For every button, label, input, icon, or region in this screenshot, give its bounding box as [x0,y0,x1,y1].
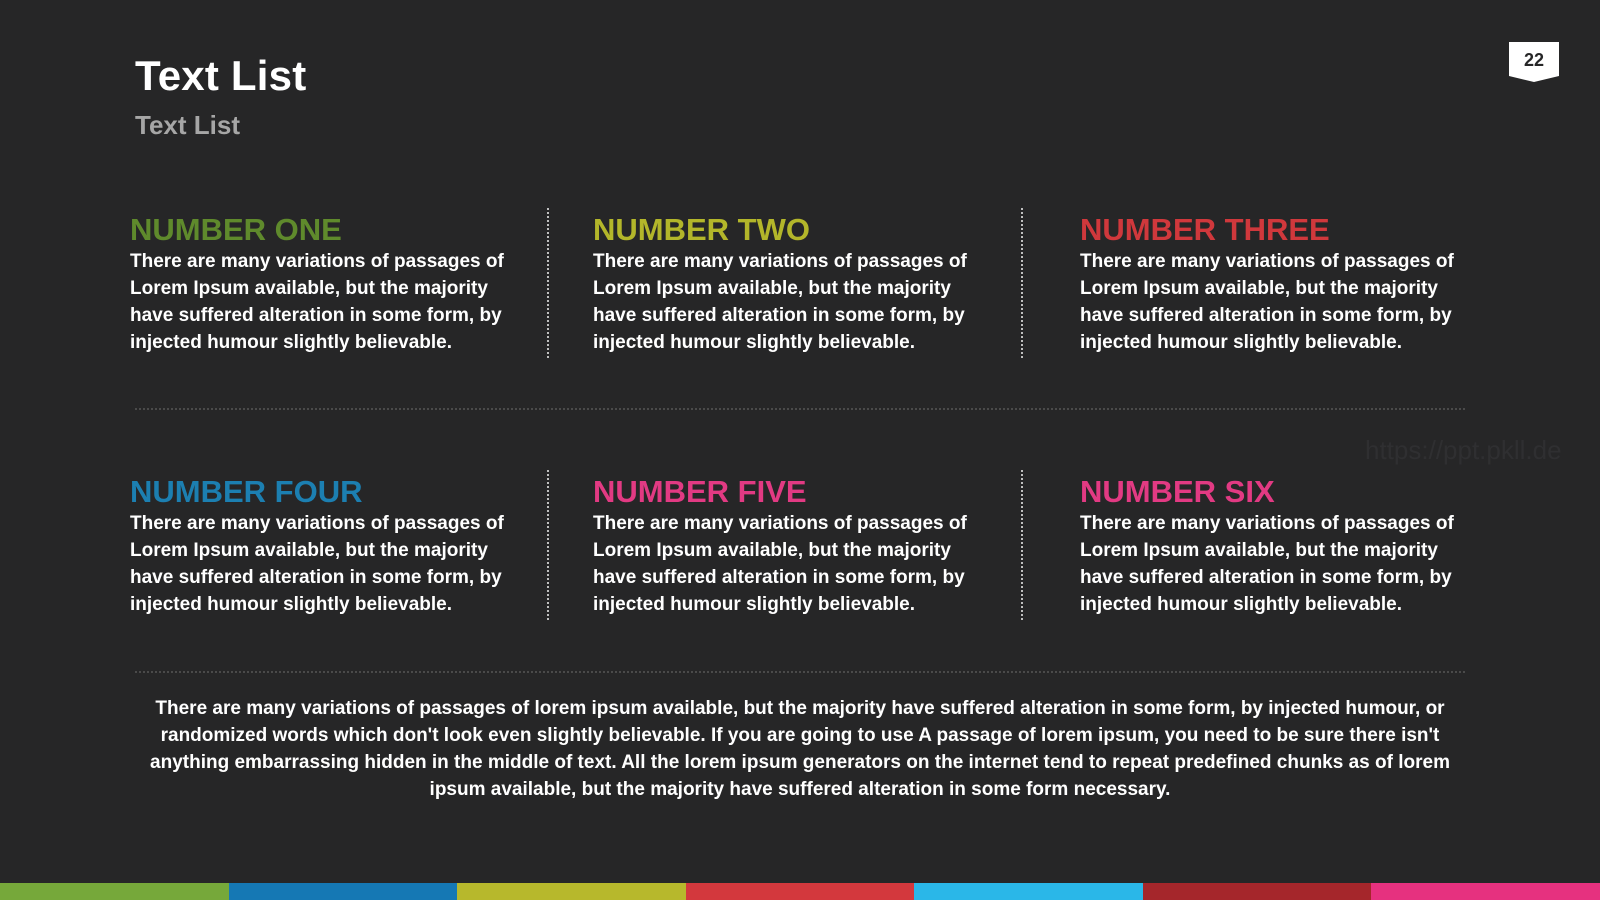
watermark: https://ppt.pkll.de [1365,435,1562,465]
list-item-one [130,208,530,358]
page-number: 22 [1523,50,1545,70]
list-item-heading: NUMBER FOUR [130,474,363,509]
summary-paragraph: There are many variations of passages of lorem ipsum available, but the majority have suffered alteration in some form, by injected humour, or randomized words which don't look even slightly believable. If you are going to use A passage of lorem ipsum, you need to be sure there isn't anything embarrassing hidden in the middle of text. All the lorem ipsum generators on the internet tend to repeat predefined chunks as of lorem ipsum available, but the majority have suffered alteration in some form necessary. [150,698,1450,800]
list-item-four [130,470,530,620]
color-bar-segment [229,883,458,900]
list-item-heading: NUMBER TWO [593,212,810,247]
color-bar-segment [686,883,915,900]
row-divider [135,671,1465,673]
column-divider [1021,208,1023,358]
column-divider [547,208,549,358]
color-bar-segment [457,883,686,900]
list-item-text: There are many variations of passages of Lorem Ipsum available, but the majority have suffered alteration in some form, by injected humour slightly believable. [1080,513,1454,615]
list-item-text: There are many variations of passages of Lorem Ipsum available, but the majority have suffered alteration in some form, by injected humour slightly believable. [593,251,967,353]
color-bar-segment [1143,883,1372,900]
list-item-five [593,470,993,620]
color-bar-segment [0,883,229,900]
list-item-two [593,208,993,358]
column-divider [547,470,549,620]
color-bar-segment [914,883,1143,900]
list-item-text: There are many variations of passages of Lorem Ipsum available, but the majority have suffered alteration in some form, by injected humour slightly believable. [130,513,504,615]
row-divider [135,408,1465,410]
list-item-text: There are many variations of passages of Lorem Ipsum available, but the majority have suffered alteration in some form, by injected humour slightly believable. [593,513,967,615]
list-item-six [1080,470,1480,620]
list-item-heading: NUMBER FIVE [593,474,807,509]
slide-subtitle: Text List [135,110,240,140]
list-item-three [1080,208,1480,358]
text-list-row-1 [130,208,1470,358]
list-item-heading: NUMBER THREE [1080,212,1330,247]
text-list-row-2 [130,470,1470,620]
list-item-heading: NUMBER SIX [1080,474,1275,509]
list-item-heading: NUMBER ONE [130,212,342,247]
list-item-text: There are many variations of passages of Lorem Ipsum available, but the majority have suffered alteration in some form, by injected humour slightly believable. [130,251,504,353]
color-bar-segment [1371,883,1600,900]
list-item-text: There are many variations of passages of Lorem Ipsum available, but the majority have suffered alteration in some form, by injected humour slightly believable. [1080,251,1454,353]
slide-title: Text List [135,52,307,99]
column-divider [1021,470,1023,620]
page-number-badge [1509,42,1559,84]
footer-color-bar [0,883,1600,900]
